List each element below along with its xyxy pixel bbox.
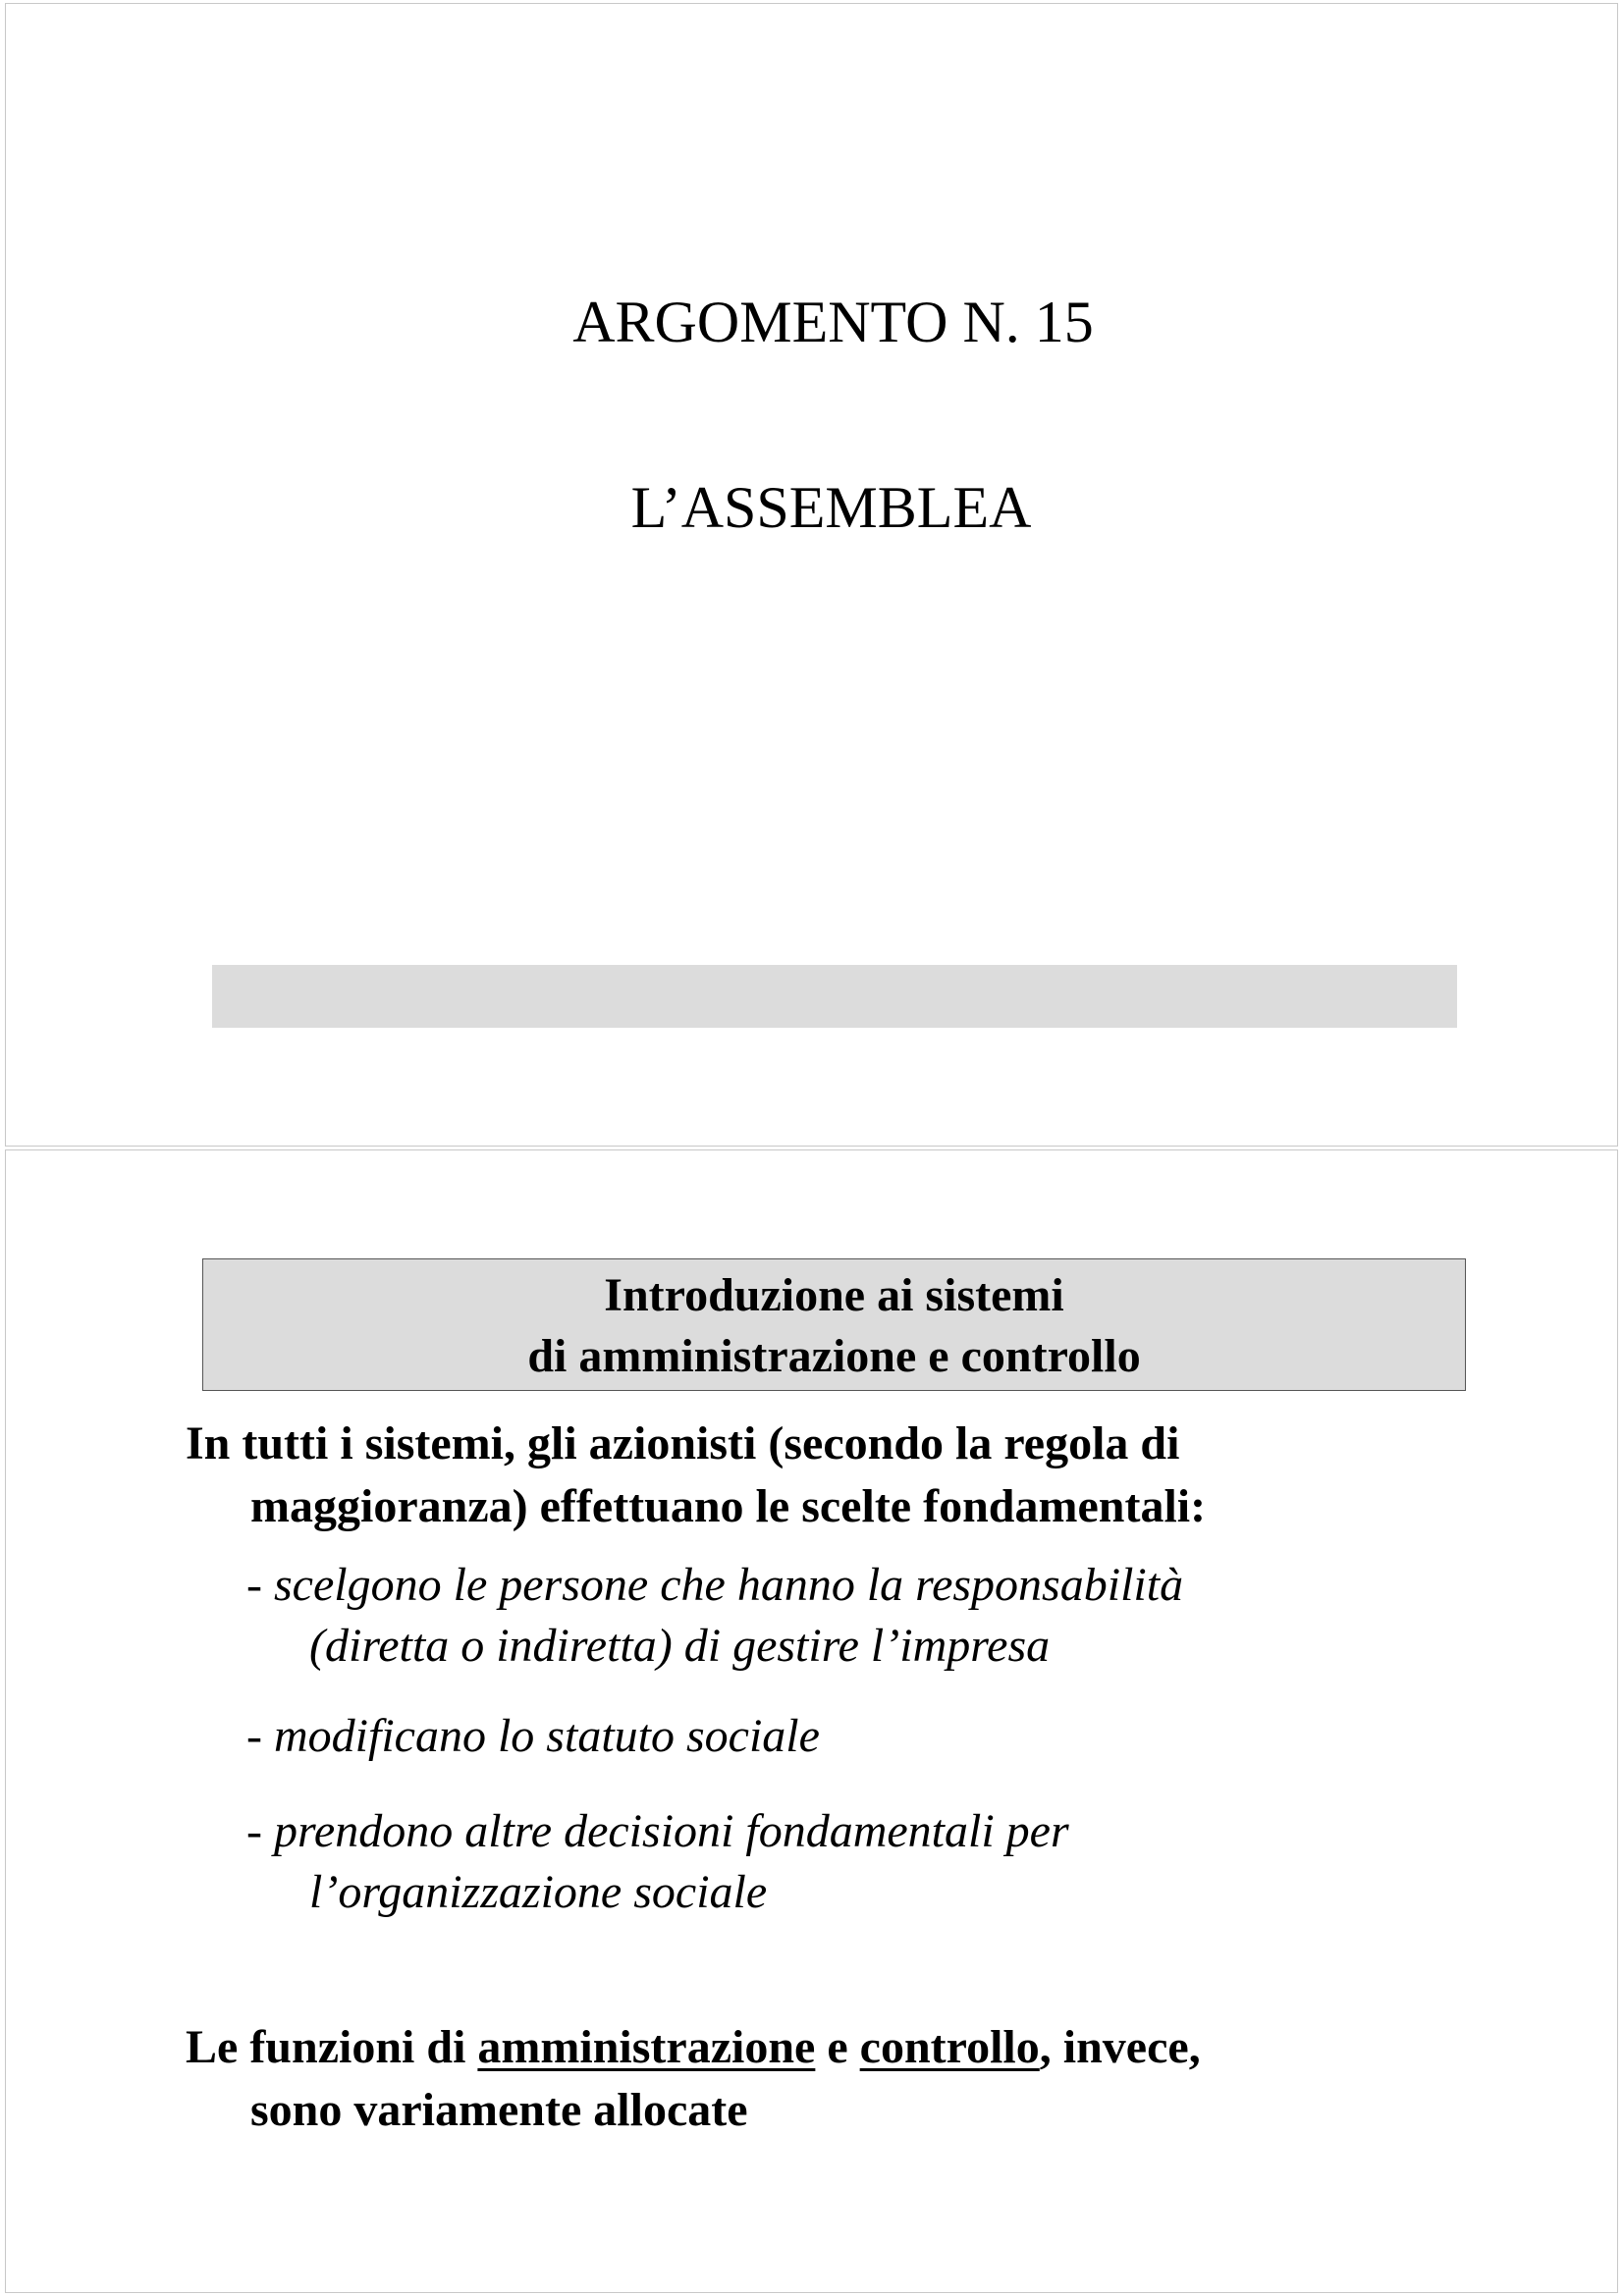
bullet-line-1: - modificano lo statuto sociale: [246, 1710, 820, 1762]
underlined-term-amministrazione: amministrazione: [477, 2021, 816, 2073]
conclusion-text: e: [815, 2021, 860, 2073]
underlined-term-controllo: controllo: [859, 2021, 1040, 2073]
conclusion-line-1: [186, 2016, 1201, 2079]
bullet-line-2: l’organizzazione sociale: [309, 1866, 768, 1918]
bullet-line-2: (diretta o indiretta) di gestire l’impresa: [309, 1620, 1051, 1672]
section-heading-box: [202, 1258, 1466, 1391]
bullet-line-1: - scelgono le persone che hanno la responsabilità: [246, 1559, 1184, 1611]
bullet-line-1: - prendono altre decisioni fondamentali per: [246, 1805, 1069, 1857]
bullet-item: [246, 1706, 820, 1767]
intro-line-1: In tutti i sistemi, gli azionisti (secondo la regola di: [186, 1417, 1180, 1469]
grey-band: [212, 965, 1457, 1028]
heading-line-1: Introduzione ai sistemi: [604, 1269, 1064, 1321]
slide-1: [5, 3, 1618, 1147]
conclusion-paragraph: [186, 2016, 1201, 2142]
conclusion-line-2: sono variamente allocate: [250, 2084, 748, 2136]
slide-subtitle: L’ASSEMBLEA: [630, 475, 1032, 540]
conclusion-text: Le funzioni di: [186, 2021, 478, 2073]
intro-line-2: maggioranza) effettuano le scelte fondamentali:: [250, 1480, 1207, 1532]
heading-line-2: di amministrazione e controllo: [527, 1330, 1141, 1382]
slide-2: [5, 1149, 1618, 2293]
slide-title: ARGOMENTO N. 15: [572, 290, 1094, 354]
bullet-item: [246, 1801, 1069, 1923]
intro-paragraph: [186, 1413, 1206, 1538]
conclusion-text: , invece,: [1039, 2021, 1201, 2073]
bullet-item: [246, 1555, 1183, 1677]
